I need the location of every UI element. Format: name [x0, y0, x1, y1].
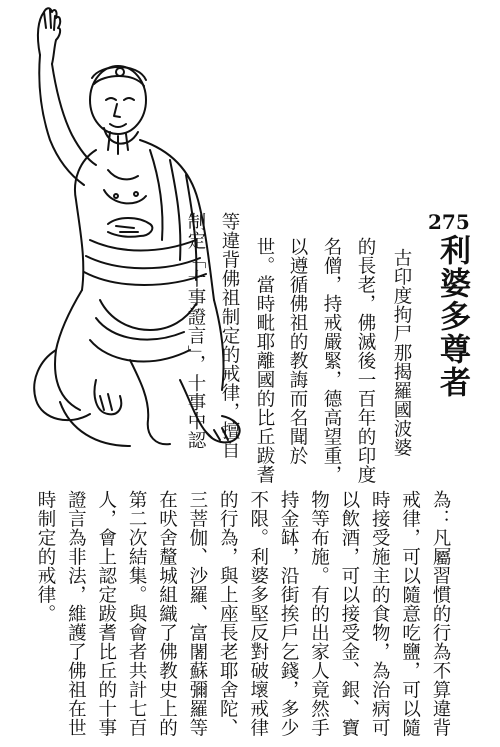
text-column: 物等布施。有的出家人竟然手 [308, 490, 330, 737]
text-column: 名僧，持戒嚴緊，德高望重， [321, 237, 342, 484]
text-column: 制定「十事證言」，十事中認 [185, 212, 206, 450]
text-column: 的長老，佛滅後一百年的印度 [355, 237, 376, 484]
text-column: 世。當時毗耶離國的比丘跋耆 [254, 237, 275, 484]
text-column: 三菩伽、沙羅、富闍蘇彌羅等 [186, 490, 208, 737]
text-column: 等違背佛祖制定的戒律，擅自 [219, 212, 240, 459]
text-column: 以飲酒，可以接受金、銀、寶 [338, 490, 360, 737]
text-column: 時制定的戒律。 [35, 490, 56, 623]
text-column: 古印度拘尸那揭羅國波婆 [391, 248, 412, 457]
entry-title: 利婆多尊者 [434, 234, 470, 399]
text-column: 人，會上認定跋耆比丘的十事 [95, 490, 117, 737]
text-column: 持金缽，沿街挨戶乞錢，多少 [278, 490, 300, 737]
text-column: 的行為，與上座長老耶舍陀、 [217, 490, 239, 737]
text-column: 在吠舍釐城組織了佛教史上的 [156, 490, 178, 737]
text-column: 時接受施主的食物，為治病可 [369, 490, 391, 737]
text-column: 為：凡屬習慣的行為不算違背 [430, 490, 451, 737]
entry-number: 275 [428, 210, 470, 234]
text-column: 不限。利婆多堅反對破壞戒律 [247, 490, 269, 737]
text-column: 戒律，可以隨意吃鹽，可以隨 [399, 490, 421, 737]
text-column: 證言為非法，維護了佛祖在世 [65, 490, 87, 737]
text-column: 第二次結集。與會者共計七百 [126, 490, 148, 737]
text-column: 以遵循佛祖的教誨而名聞於 [287, 237, 308, 465]
